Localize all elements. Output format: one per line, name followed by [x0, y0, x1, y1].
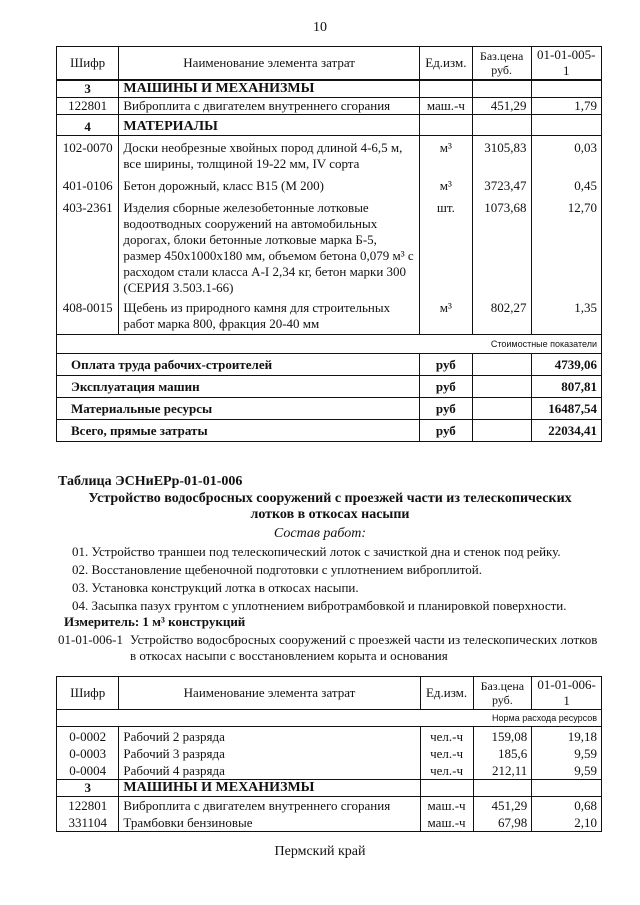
row-price: 802,27	[472, 296, 531, 335]
row-name: Бетон дорожный, класс В15 (М 200)	[119, 172, 420, 194]
table-row	[57, 814, 602, 832]
row-code: 331104	[57, 814, 119, 832]
row-price: 3723,47	[472, 172, 531, 194]
table-row	[57, 762, 602, 780]
table-subtitle: Устройство водосбросных сооружений с проезжей части из телескопических лотков в откосах насыпи	[88, 491, 572, 522]
col-unit: Ед.изм.	[420, 677, 473, 710]
row-code: 122801	[57, 98, 119, 115]
col-price: Баз.цена руб.	[472, 47, 531, 81]
summary-name: Всего, прямые затраты	[57, 420, 420, 442]
section-number: 3	[57, 780, 119, 797]
row-name: Изделия сборные железобетонные лотковые водоотводных сооружений на автомобильных дорогах, блоки бетонные лотковые марка Б-5, размер 450x1000x180 мм, объемом бетона 0,079 м³ с расходом стали класса А-I 2,34 кг, бетон марки 300 (СЕРИЯ 3.503.1-66)	[119, 194, 420, 296]
row-price: 67,98	[473, 814, 532, 832]
row-norm: 1,35	[531, 296, 601, 335]
row-name: Виброплита с двигателем внутреннего сгорания	[119, 98, 420, 115]
row-price: 3105,83	[472, 136, 531, 173]
row-norm: 9,59	[532, 762, 602, 780]
summary-value: 16487,54	[531, 398, 601, 420]
work-item: 04. Засыпка пазух грунтом с уплотнением вибротрамбовкой и планировкой поверхности.	[72, 598, 567, 613]
row-name: Рабочий 2 разряда	[119, 727, 420, 746]
summary-row	[57, 376, 602, 398]
row-price: 159,08	[473, 727, 532, 746]
summary-value: 4739,06	[531, 354, 601, 376]
section-title: МАШИНЫ И МЕХАНИЗМЫ	[119, 80, 420, 98]
norm-desc-text: Устройство водосбросных сооружений с проезжей части из телескопических лотков в откосах насыпи с восстановлением корыта и основания	[130, 632, 598, 663]
row-price: 185,6	[473, 745, 532, 762]
summary-row	[57, 398, 602, 420]
col-price: Баз.цена руб.	[473, 677, 532, 710]
section-number: 3	[57, 80, 119, 98]
norm-label-row	[57, 710, 602, 727]
cost-indicators-row	[57, 335, 602, 354]
row-unit: м³	[419, 172, 472, 194]
row-code: 122801	[57, 797, 119, 815]
row-norm: 2,10	[532, 814, 602, 832]
row-unit: маш.-ч	[419, 98, 472, 115]
row-unit: шт.	[419, 194, 472, 296]
resources-table-006	[56, 676, 602, 832]
col-unit: Ед.изм.	[419, 47, 472, 81]
row-norm: 0,68	[532, 797, 602, 815]
col-norm-code: 01-01-006-1	[532, 677, 602, 710]
summary-name: Эксплуатация машин	[57, 376, 420, 398]
row-price: 451,29	[472, 98, 531, 115]
section-row	[57, 115, 602, 136]
col-name: Наименование элемента затрат	[119, 47, 420, 81]
row-unit: м³	[419, 136, 472, 173]
work-item: 02. Восстановление щебеночной подготовки с уплотнением виброплитой.	[72, 562, 482, 577]
row-norm: 12,70	[531, 194, 601, 296]
summary-value: 22034,41	[531, 420, 601, 442]
summary-unit: руб	[419, 354, 472, 376]
summary-row	[57, 420, 602, 442]
summary-unit: руб	[419, 398, 472, 420]
summary-unit: руб	[419, 376, 472, 398]
page-number: 10	[313, 20, 327, 35]
resources-table-005	[56, 46, 602, 442]
row-unit: м³	[419, 296, 472, 335]
summary-name: Материальные ресурсы	[57, 398, 420, 420]
table-row	[57, 296, 602, 335]
col-norm-code: 01-01-005-1	[531, 47, 601, 81]
summary-name: Оплата труда рабочих-строителей	[57, 354, 420, 376]
row-code: 102-0070	[57, 136, 119, 173]
table-row	[57, 745, 602, 762]
row-name: Доски необрезные хвойных пород длиной 4-6,5 м, все ширины, толщиной 19-22 мм, IV сорта	[119, 136, 420, 173]
norm-desc-code: 01-01-006-1	[58, 632, 123, 647]
section-title: МАШИНЫ И МЕХАНИЗМЫ	[119, 780, 420, 797]
row-code: 408-0015	[57, 296, 119, 335]
row-norm: 0,45	[531, 172, 601, 194]
section-row	[57, 80, 602, 98]
row-code: 0-0004	[57, 762, 119, 780]
table-title: Таблица ЭСНиЕРр-01-01-006	[58, 474, 243, 489]
work-item: 01. Устройство траншеи под телескопический лоток с зачисткой дна и стенок под рейку.	[72, 544, 561, 559]
row-unit: чел.-ч	[420, 745, 473, 762]
table-row	[57, 172, 602, 194]
table-header	[57, 677, 602, 710]
summary-unit: руб	[419, 420, 472, 442]
section-title: МАТЕРИАЛЫ	[119, 115, 420, 136]
row-unit: маш.-ч	[420, 814, 473, 832]
table-row	[57, 797, 602, 815]
summary-row	[57, 354, 602, 376]
row-name: Трамбовки бензиновые	[119, 814, 420, 832]
page-footer: Пермский край	[274, 844, 366, 859]
cost-indicators-label: Стоимостные показатели	[57, 335, 602, 354]
row-unit: маш.-ч	[420, 797, 473, 815]
row-norm: 19,18	[532, 727, 602, 746]
row-code: 0-0002	[57, 727, 119, 746]
table-header	[57, 47, 602, 81]
table-row	[57, 136, 602, 173]
table-row	[57, 98, 602, 115]
row-norm: 1,79	[531, 98, 601, 115]
col-code: Шифр	[57, 677, 119, 710]
row-norm: 0,03	[531, 136, 601, 173]
norm-label: Норма расхода ресурсов	[57, 710, 602, 727]
row-unit: чел.-ч	[420, 727, 473, 746]
col-name: Наименование элемента затрат	[119, 677, 420, 710]
row-name: Рабочий 4 разряда	[119, 762, 420, 780]
row-price: 1073,68	[472, 194, 531, 296]
row-name: Виброплита с двигателем внутреннего сгорания	[119, 797, 420, 815]
work-item: 03. Установка конструкций лотка в откосах насыпи.	[72, 580, 359, 595]
col-code: Шифр	[57, 47, 119, 81]
row-code: 0-0003	[57, 745, 119, 762]
row-unit: чел.-ч	[420, 762, 473, 780]
section-number: 4	[57, 115, 119, 136]
section-row	[57, 780, 602, 797]
row-code: 401-0106	[57, 172, 119, 194]
work-heading: Состав работ:	[273, 526, 367, 541]
row-norm: 9,59	[532, 745, 602, 762]
table-row	[57, 194, 602, 296]
row-price: 451,29	[473, 797, 532, 815]
row-name: Щебень из природного камня для строительных работ марка 800, фракция 20-40 мм	[119, 296, 420, 335]
measure-label: Измеритель: 1 м³ конструкций	[64, 614, 246, 629]
row-name: Рабочий 3 разряда	[119, 745, 420, 762]
row-price: 212,11	[473, 762, 532, 780]
table-row	[57, 727, 602, 746]
row-code: 403-2361	[57, 194, 119, 296]
summary-value: 807,81	[531, 376, 601, 398]
